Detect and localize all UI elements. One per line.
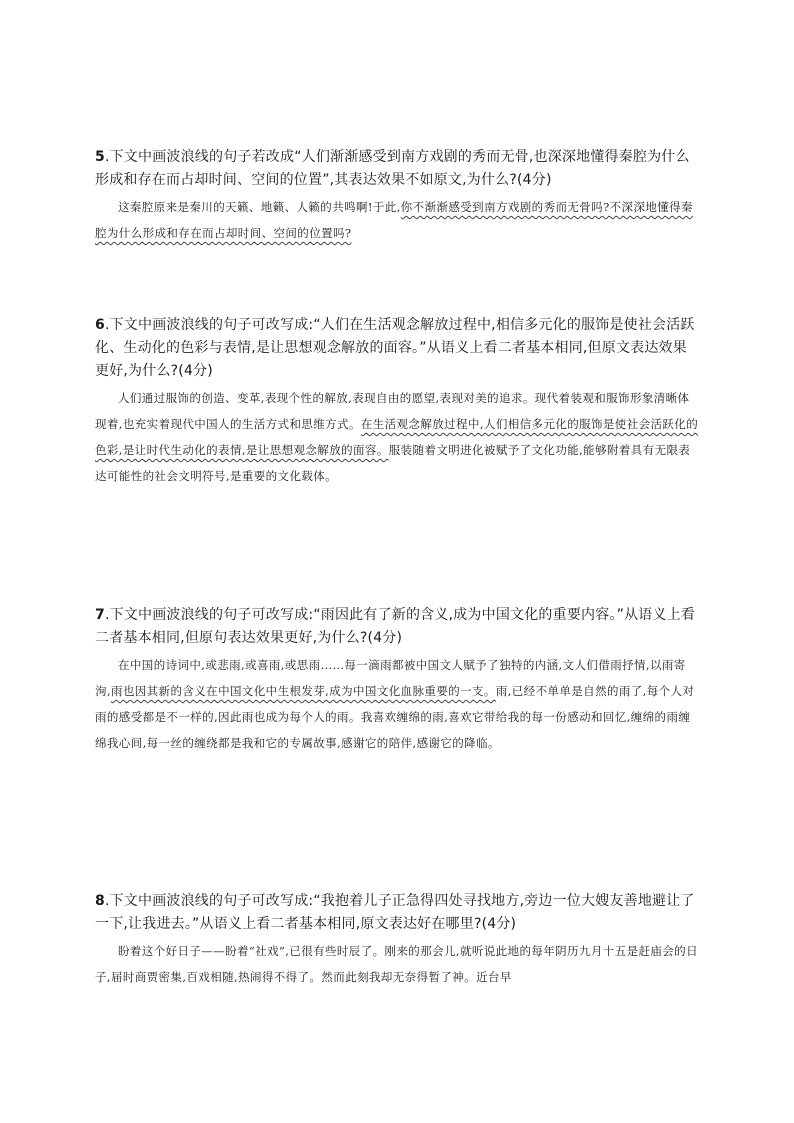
question-stem	[95, 890, 699, 936]
question-stem	[95, 604, 699, 650]
passage-text-after: 雨,已经不单单是自然的雨了,每个人对雨的感受都是不一样的,因此雨也成为每个人的雨。我喜欢缠绵的雨,喜欢它带给我的每一份感动和回忆,缠绵的雨缠绵我心间,每一丝的缠绕都是我和它的专属故事,感谢它的陪伴,感谢它的降临。	[95, 684, 695, 750]
wavy-underlined-sentence: 在生活观念解放过程中,人们相信多元化的服饰是使社会活跃化的色彩,是让时代生动化的表情,是让思想观念解放的面容。	[95, 417, 699, 457]
passage-text: 人们通过服饰的创造、变革,表现个性的解放,表现自由的愿望,表现对美的追求。现代着装观和服饰形象清晰体现着,也充实着现代中国人的生活方式和思维方式。	[95, 391, 690, 431]
passage	[95, 385, 699, 489]
question-number: 8	[95, 893, 105, 909]
question-6	[95, 314, 699, 489]
question-text: .下文中画波浪线的句子若改成“人们渐渐感受到南方戏剧的秀而无骨,也深深地懂得秦腔为什么形成和存在而占却时间、空间的位置”,其表达效果不如原文,为什么?(4分)	[95, 149, 690, 188]
question-stem	[95, 314, 699, 383]
passage	[95, 194, 699, 246]
passage	[95, 938, 699, 990]
passage-text: 这秦腔原来是秦川的天籁、地籁、人籁的共鸣啊!于此,	[118, 200, 401, 214]
passage	[95, 652, 699, 756]
question-number: 7	[95, 607, 105, 623]
passage-text: 在中国的诗词中,或悲雨,或喜雨,或思雨……每一滴雨都被中国文人赋予了独特的内涵,文人们借雨抒情,以雨寄洵,	[95, 658, 686, 698]
passage-text-after: 服装随着文明进化被赋予了文化功能,能够附着具有无限表达可能性的社会文明符号,是重要的文化载体。	[95, 443, 691, 483]
question-text: .下文中画波浪线的句子可改写成:“人们在生活观念解放过程中,相信多元化的服饰是使社会活跃化、生动化的色彩与表情,是让思想观念解放的面容。”从语义上看二者基本相同,但原文表达效果更好,为什么?(4分)	[95, 317, 695, 379]
question-8	[95, 890, 699, 990]
wavy-underlined-sentence: 你不渐渐感受到南方戏剧的秀而无骨吗?不深深地懂得秦腔为什么形成和存在而占却时间、空间的位置吗?	[95, 200, 693, 240]
question-stem	[95, 146, 699, 192]
question-text: .下文中画波浪线的句子可改写成:“雨因此有了新的含义,成为中国文化的重要内容。”从语义上看二者基本相同,但原句表达效果更好,为什么?(4分)	[95, 607, 696, 646]
question-7	[95, 604, 699, 756]
question-text: .下文中画波浪线的句子可改写成:“我抱着儿子正急得四处寻找地方,旁边一位大嫂友善地避让了一下,让我进去。”从语义上看二者基本相同,原文表达好在哪里?(4分)	[95, 893, 695, 932]
question-number: 5	[95, 149, 105, 165]
passage-text: 盼着这个好日子——盼着“社戏”,已很有些时辰了。刚来的那会儿,就听说此地的每年阴历九月十五是赶庙会的日子,届时商贾密集,百戏相随,热闹得不得了。然而此刻我却无奈得暂了神。近台早	[95, 944, 698, 984]
wavy-underlined-sentence: 雨也因其新的含义在中国文化中生根发芽,成为中国文化血脉重要的一支。	[110, 684, 496, 698]
question-5	[95, 146, 699, 246]
question-number: 6	[95, 317, 105, 333]
